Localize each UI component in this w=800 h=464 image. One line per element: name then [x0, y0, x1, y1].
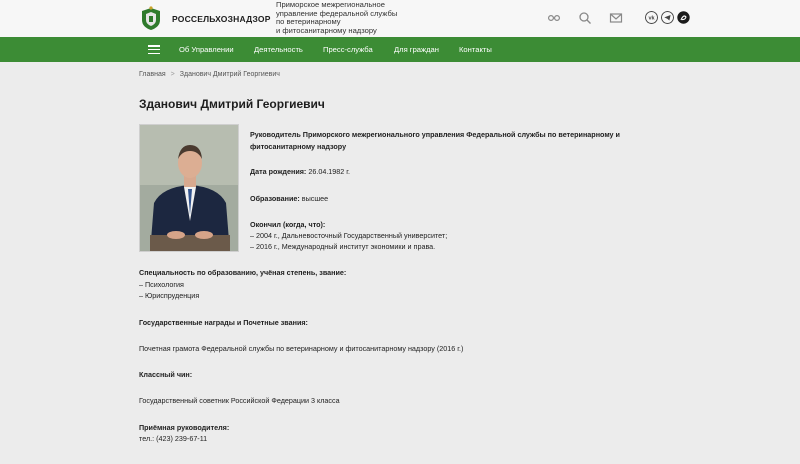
department-line: по ветеринарному [276, 17, 341, 27]
messenger-icon[interactable] [677, 11, 690, 24]
education-label: Образование: [250, 194, 300, 203]
nav-contacts[interactable]: Контакты [459, 45, 492, 54]
position-line: Руководитель Приморского межрегионального управления Федеральной службы по ветеринарному и [250, 130, 620, 139]
mail-icon[interactable] [609, 11, 623, 25]
graduated-item: – 2004 г., Дальневосточный Государственный университет; [250, 231, 448, 240]
department-name [276, 1, 436, 35]
birth-date-label: Дата рождения: [250, 167, 307, 176]
education-value: высшее [301, 194, 329, 203]
brand-name[interactable]: РОССЕЛЬХОЗНАДЗОР [172, 14, 271, 24]
reception-label: Приёмная руководителя: [139, 423, 230, 432]
breadcrumb-separator: > [170, 71, 175, 78]
reception-phone[interactable]: тел.: (423) 239-67-11 [139, 434, 208, 443]
specialty-item: – Психология [139, 280, 184, 289]
specialty-item: – Юриспруденция [139, 291, 200, 300]
awards-value: Почетная грамота Федеральной службы по ветеринарному и фитосанитарному надзору (2016 г.) [139, 344, 464, 353]
nav-about[interactable]: Об Управлении [179, 45, 234, 54]
nav-citizens[interactable]: Для граждан [394, 45, 439, 54]
page-title: Зданович Дмитрий Георгиевич [139, 97, 325, 111]
education [250, 194, 328, 203]
vk-icon[interactable] [645, 11, 658, 24]
nav-activity[interactable]: Деятельность [254, 45, 303, 54]
main-navigation [0, 37, 800, 62]
department-line: и фитосанитарному надзору [276, 25, 377, 35]
awards-label: Государственные награды и Почетные звания: [139, 318, 308, 327]
menu-icon[interactable] [148, 45, 160, 54]
rank-label: Классный чин: [139, 370, 193, 379]
emblem-logo[interactable] [139, 5, 163, 31]
nav-press[interactable]: Пресс-служба [323, 45, 373, 54]
search-icon[interactable] [578, 11, 592, 25]
graduated-label: Окончил (когда, что): [250, 220, 326, 229]
breadcrumb-home[interactable]: Главная [139, 71, 166, 78]
specialty-label: Специальность по образованию, учёная степень, звание: [139, 268, 347, 277]
accessibility-icon[interactable] [547, 11, 561, 25]
department-line: управление федеральной службы [276, 8, 398, 18]
birth-date-value: 26.04.1982 г. [308, 167, 351, 176]
breadcrumb-current: Зданович Дмитрий Георгиевич [179, 71, 280, 78]
rank-value: Государственный советник Российской Федерации 3 класса [139, 396, 340, 405]
portrait-photo [139, 124, 239, 252]
birth-date [250, 167, 350, 176]
graduated-item: – 2016 г., Международный институт экономики и права. [250, 242, 436, 251]
department-line: Приморское межрегиональное [276, 0, 385, 9]
svg-text:vk: vk [648, 15, 655, 22]
site-header [0, 0, 800, 37]
telegram-icon[interactable] [661, 11, 674, 24]
position-line: фитосанитарному надзору [250, 142, 347, 151]
breadcrumb [139, 71, 280, 78]
